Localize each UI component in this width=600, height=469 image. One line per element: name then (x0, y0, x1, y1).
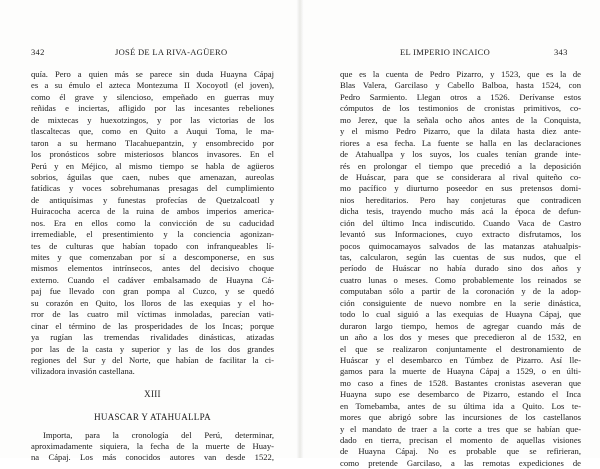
text-line: ción consiguiente de nuevo nombre en la serie dinástica, (340, 297, 581, 308)
left-running-head: JOSÉ DE LA RIVA-AGÜERO (115, 47, 228, 57)
text-line: todo lo cual siguió a las exequias de Huayna Cápaj, que (340, 309, 581, 320)
text-line: irremediable, el presentimiento y la conciencia agonizan- (31, 229, 274, 240)
text-line: de mixtecas y huexotzingos, y por las victorias de los (31, 114, 274, 125)
text-line: Pedro Sarmiento. Llegan otros a 1526. Derívanse estos (340, 91, 581, 102)
text-line: nos. Era en ellos como la convicción de su caducidad (31, 217, 274, 228)
text-line: Perú y en Méjico, al mismo tiempo se habla de agüeros (31, 160, 274, 171)
text-line: fatídicas y voces sobrehumanas presagas del cumplimiento (31, 183, 274, 194)
text-line: como él grave y silencioso, empeñado en guerras muy (31, 91, 274, 102)
left-body-text (31, 69, 274, 464)
left-page (0, 0, 300, 463)
text-line: y el mandato de traer a la corte a tres que se habían que- (340, 423, 581, 434)
text-line: de Huayna Cápaj. No es probable que se refirieran, (340, 446, 581, 457)
text-line: el que se realizaron conjuntamente el destronamiento de (340, 343, 581, 354)
text-line: un año a los dos y meses que precedieron al de 1532, en (340, 332, 581, 343)
text-line: aproximadamente siquiera, la fecha de la muerte de Huay- (31, 441, 274, 451)
text-line: de antiquísimas y funestas profecías de Quetzalcoatl y (31, 194, 274, 205)
text-line: Huiracocha acerca de la ruina de ambos imperios america- (31, 206, 274, 217)
spacer (31, 378, 274, 389)
text-line: nios hereditarios. Pero hay conjeturas que contradicen (340, 194, 581, 205)
text-line: mo pacífico y diurturno poseedor en sus pretensos domi- (340, 183, 581, 194)
text-line: mo Jerez, que la señala ocho años antes de la Conquista, (340, 114, 581, 125)
text-line: mores que abrigó sobre las incursiones de los castellanos (340, 412, 581, 423)
text-line: mismos elementos intrínsecos, antes del decisivo choque (31, 263, 274, 274)
text-line: cómputos de los testimonios de cronistas primitivos, co- (340, 103, 581, 114)
text-line: tes de culturas que habían topado con infranqueables lí- (31, 240, 274, 251)
text-line: por las de la casta y superior y las de los dos grandes (31, 343, 274, 354)
spacer (31, 401, 274, 412)
text-line: paj fue llevado con gran pompa al Cuzco, y se quedó (31, 286, 274, 297)
text-line: dicha tesis, trayendo mucho más acá la época de defun- (340, 206, 581, 217)
text-line: tas, calcularon, según las cuentas de sus nudos, que el (340, 252, 581, 262)
text-line: y el mismo Pedro Pizarro, que la dilata hasta diez ante- (340, 126, 581, 137)
text-line: vilizadora invasión castellana. (31, 366, 135, 377)
right-running-head: EL IMPERIO INCAICO (400, 47, 491, 57)
text-line: quía. Pero a quien más se parece sin duda Huayna Cápaj (31, 69, 274, 79)
text-line: mites y que comenzaban por sí a descomponerse, en sus (31, 252, 274, 262)
text-line: ción del último Inca indiscutido. Cuando Vaca de Castro (340, 217, 581, 228)
text-line: gamos para la muerte de Huayna Cápaj a 1529, o en últi- (340, 366, 581, 377)
text-line: que es la cuenta de Pedro Pizarro, y 1523, que es la de (340, 69, 581, 79)
text-line: los pronósticos sobre misteriosos blancos invasores. En el (31, 149, 274, 160)
section-title: HUASCAR Y ATAHUALLPA (94, 412, 211, 423)
text-line: sobrios, águilas que caen, nubes que amenazan, aureolas (31, 171, 274, 182)
text-line: tlascaltecas que, como en Quito a Auqui Toma, le ma- (31, 126, 274, 137)
text-line: regiones del Sur y del Norte, que habían de facilitar la ci- (31, 354, 274, 365)
text-line: rés en prolongar el tiempo que precedió a la deposición (340, 160, 581, 171)
text-line: Huayna supo ese desembarco de Pizarro, estando el Inca (340, 389, 581, 400)
text-line: computaban sólo a partir de la coronación y de la adop- (340, 286, 581, 297)
right-page (300, 0, 600, 468)
text-line: como pretende Garcilaso, a las remotas expediciones de (340, 457, 581, 468)
text-line: dado en tierra, precisan el momento de aquellas visiones (340, 435, 581, 445)
right-body-text (340, 69, 581, 469)
text-line: reñidas e inciertas, afligido por las incesantes rebeliones (31, 103, 274, 114)
text-line: mo caso a fines de 1528. Bastantes cronistas aseveran que (340, 377, 581, 388)
text-line: levantó sus Informaciones, cuyo extracto disfrutamos, los (340, 229, 581, 240)
text-line: pocos quimocamayos salvados de las matanzas atahualpis- (340, 240, 581, 251)
text-line: externo. Cuando el cadáver embalsamado de Huayna Cá- (31, 274, 274, 285)
text-line: ya rugían las tremendas rivalidades dinásticas, atizadas (31, 332, 274, 343)
text-line: rror de las cuatro mil víctimas inmoladas, parecían vati- (31, 309, 274, 320)
section-number: XIII (144, 389, 161, 400)
text-line: de Huáscar, para que se considerara al rival quiteño co- (340, 171, 581, 182)
text-line: duraron largo tiempo, hemos de agregar cuando más de (340, 320, 581, 331)
text-line: Importa, para la cronología del Perú, determinar, (43, 429, 274, 440)
text-line: período de Huáscar no había durado sino dos años y (340, 263, 581, 274)
text-line: en Tomebamba, antes de su última ida a Quito. Los te- (340, 400, 581, 411)
text-line: es a su émulo el azteca Montezuma II Xocoyotl (el joven), (31, 80, 274, 91)
text-line: de Atahuallpa y los suyos, los cuales tenían grande inte- (340, 149, 581, 160)
right-page-number: 343 (554, 47, 568, 57)
text-line: Huáscar y el desembarco en Túmbez de Pizarro. Así lle- (340, 354, 581, 365)
text-line: su corazón en Quito, los lloros de las exequias y el ho- (31, 297, 274, 308)
text-line: riores a esa fecha. La fuente se halla en las declaraciones (340, 137, 581, 148)
text-line: taron a su hermano Tlacahuepantzin, y ensombrecido por (31, 137, 274, 148)
text-line: cinar el término de las prosperidades de los Incas; porque (31, 320, 274, 331)
text-line: cuatro lunas o meses. Como probablemente los reinados se (340, 274, 581, 285)
left-page-number: 342 (31, 47, 45, 57)
text-line: Blas Valera, Garcilaso y Cabello Balboa, hasta 1524, con (340, 80, 581, 91)
text-line: na Cápaj. Los más conocidos autores van desde 1522, (31, 452, 274, 463)
